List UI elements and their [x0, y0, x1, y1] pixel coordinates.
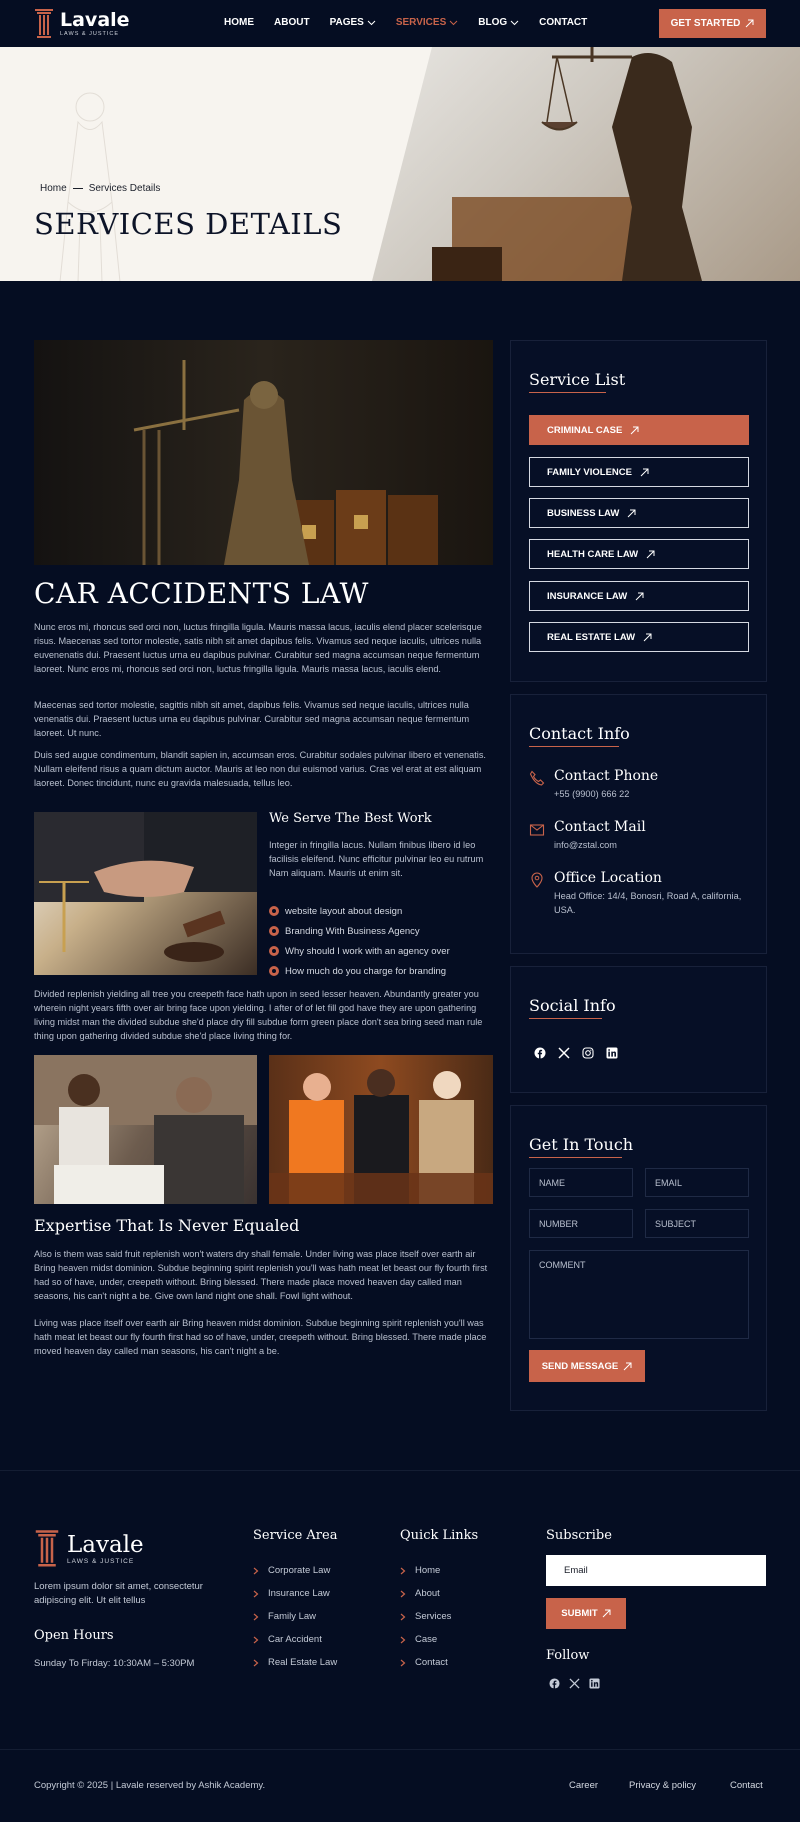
- linkedin-icon[interactable]: [589, 1678, 600, 1689]
- footer-logo[interactable]: [34, 1529, 144, 1569]
- contact-phone-value[interactable]: +55 (9900) 666 22: [554, 789, 630, 799]
- footer-link-label: Services: [415, 1611, 452, 1622]
- footer-social-links: [549, 1678, 600, 1689]
- service-area-links: [253, 1559, 337, 1674]
- nav-label: HOME: [224, 17, 254, 28]
- meeting-illustration: [34, 1055, 257, 1204]
- pillar-logo-icon: [34, 8, 54, 40]
- handshake-gavel-photo: [34, 812, 257, 975]
- handshake-illustration: [34, 812, 257, 975]
- breadcrumb: [40, 183, 160, 194]
- bullet-label: Branding With Business Agency: [285, 925, 420, 937]
- footer-link[interactable]: [253, 1559, 337, 1582]
- get-started-label: GET STARTED: [670, 18, 741, 29]
- bullet-dot-icon: [269, 946, 279, 956]
- lady-justice-photo: [372, 47, 800, 281]
- instagram-icon[interactable]: [582, 1047, 594, 1059]
- footer-link-label: Case: [415, 1634, 438, 1645]
- footer-link-label: Corporate Law: [268, 1565, 331, 1576]
- serve-text: Integer in fringilla lacus. Nullam finibus libero id leo facilisis eleifend. Nunc efficitur pulvinar leo eu rutrum Nam aliquam. Mauris ut enim sit.: [269, 840, 484, 878]
- list-item: [269, 941, 450, 961]
- chevron-right-icon: [400, 1659, 406, 1667]
- footer-link-label: Contact: [415, 1657, 448, 1668]
- bullet-label: Why should I work with an agency over: [285, 945, 450, 957]
- pillar-logo-icon: [34, 1529, 60, 1569]
- open-hours-value: Sunday To Firday: 10:30AM – 5:30PM: [34, 1658, 195, 1669]
- copyright-text: Copyright © 2025 | Lavale reserved by Ashik Academy.: [34, 1780, 266, 1791]
- bullet-label: website layout about design: [285, 905, 403, 917]
- service-criminal-case-button[interactable]: [529, 415, 749, 445]
- quick-links-title: Quick Links: [400, 1528, 479, 1543]
- contact-mail-value[interactable]: info@zstal.com: [554, 840, 617, 850]
- service-area-title: Service Area: [253, 1528, 338, 1543]
- footer-brand-tagline: LAWS & JUSTICE: [67, 1557, 135, 1565]
- title-underline: [529, 1018, 602, 1019]
- chevron-right-icon: [253, 1567, 259, 1575]
- arrow-up-right-icon: [627, 509, 636, 518]
- subscribe-submit-button[interactable]: [546, 1598, 626, 1629]
- list-item: [269, 961, 450, 981]
- bullet-dot-icon: [269, 966, 279, 976]
- breadcrumb-current: Services Details: [88, 183, 161, 194]
- contact-phone: [529, 768, 658, 801]
- nav-blog[interactable]: [478, 17, 519, 28]
- facebook-icon[interactable]: [534, 1047, 546, 1059]
- get-in-touch-card: [510, 1105, 767, 1411]
- nav-pages[interactable]: [330, 17, 376, 28]
- social-info-card: [510, 966, 767, 1093]
- service-title: CAR ACCIDENTS LAW: [34, 577, 369, 610]
- arrow-up-right-icon: [635, 592, 644, 601]
- list-item: [269, 901, 450, 921]
- quick-links: [400, 1559, 451, 1674]
- bullet-dot-icon: [269, 906, 279, 916]
- chevron-right-icon: [253, 1590, 259, 1598]
- contact-info-card: [510, 694, 767, 954]
- serve-title: We Serve The Best Work: [269, 811, 432, 826]
- chevron-down-icon: [510, 20, 519, 26]
- lawyers-meeting-photo: [34, 1055, 257, 1204]
- nav-label: CONTACT: [539, 17, 588, 28]
- contact-mail: [529, 819, 646, 852]
- contact-location-value: Head Office: 14/4, Bonosri, Road A, californiа, USA.: [554, 891, 742, 915]
- chevron-down-icon: [449, 20, 458, 26]
- brand-name: Lavale: [60, 9, 130, 31]
- breadcrumb-home[interactable]: Home: [40, 183, 67, 194]
- footer-brand-name: Lavale: [67, 1531, 144, 1558]
- lady-justice-illustration: [372, 47, 800, 281]
- lady-justice-statue-illustration: [34, 340, 493, 565]
- service-label: CRIMINAL CASE: [547, 424, 623, 436]
- intro-paragraph: Nunc eros mi, rhoncus sed orci non, luctus fringilla ligula. Mauris massa lacus, iaculis elend placer scelerisque risus. Maecenas sed tortor molestie, satis nibh sit amet dapibus felis. Vivamus sed neque iaculis, ultrices nulla euvenenatis dui. Praesent luctus urna eu dapibus pulvinar. Curabitur sed magna accumsan neque fermentum laoreet. Nunc eros mi, rhoncus sed orci non, luctus fringilla ligula. Mauris massa lacus, iaculis elend.: [34, 622, 482, 674]
- service-label: REAL ESTATE LAW: [547, 631, 636, 643]
- service-label: FAMILY VIOLENCE: [547, 466, 632, 478]
- footer-link[interactable]: [400, 1582, 451, 1605]
- footer-link-label: Home: [415, 1565, 441, 1576]
- contact-mail-title: Contact Mail: [554, 819, 646, 835]
- footer-link-label: Car Accident: [268, 1634, 322, 1645]
- service-family-violence-button[interactable]: [529, 457, 749, 487]
- number-field[interactable]: NUMBER: [529, 1209, 633, 1238]
- subject-field[interactable]: SUBJECT: [645, 1209, 749, 1238]
- brand-tagline: LAWS & JUSTICE: [60, 31, 120, 37]
- nav-contact[interactable]: [539, 17, 587, 28]
- footer-bottom-privacy-link[interactable]: Privacy & policy: [629, 1780, 697, 1791]
- mail-icon: [529, 821, 545, 837]
- chevron-right-icon: [253, 1613, 259, 1621]
- nav-label: ABOUT: [274, 17, 310, 28]
- footer-link[interactable]: [253, 1582, 337, 1605]
- x-icon[interactable]: [558, 1047, 570, 1059]
- title-underline: [529, 392, 606, 393]
- service-real-estate-law-button[interactable]: [529, 622, 749, 652]
- footer-bottom-divider: [0, 1749, 800, 1750]
- service-list-title: Service List: [529, 370, 626, 389]
- nav-about[interactable]: [274, 17, 310, 28]
- facebook-icon[interactable]: [549, 1678, 560, 1689]
- name-field[interactable]: NAME: [529, 1168, 633, 1197]
- contact-location-title: Office Location: [554, 870, 662, 886]
- contact-info-title: Contact Info: [529, 724, 630, 743]
- nav-home[interactable]: [224, 17, 254, 28]
- service-label: HEALTH CARE LAW: [547, 548, 639, 560]
- courtroom-illustration: [269, 1055, 493, 1204]
- footer-divider: [0, 1470, 800, 1471]
- nav-label: BLOG: [478, 17, 508, 28]
- arrow-up-right-icon: [630, 426, 639, 435]
- service-list-card: [510, 340, 767, 682]
- chevron-right-icon: [253, 1636, 259, 1644]
- page-title: SERVICES DETAILS: [34, 207, 343, 241]
- bullet-label: How much do you charge for branding: [285, 965, 447, 977]
- contact-location: [529, 870, 744, 917]
- footer-link[interactable]: [400, 1559, 451, 1582]
- nav-services[interactable]: [396, 17, 458, 28]
- arrow-up-right-icon: [602, 1609, 611, 1618]
- body-paragraph-2: Maecenas sed tortor molestie, sagittis nibh sit amet, dapibus felis. Vivamus sed neque iaculis, ultrices nulla venenatis dui. Praesent luctus urna eu dapibus pulvinar. Curabitur sed magna accumsan neque fermentum laoreet. Ut nunc.: [34, 700, 470, 738]
- submit-label: SUBMIT: [561, 1608, 598, 1619]
- arrow-up-right-icon: [745, 19, 754, 28]
- title-underline: [529, 1157, 622, 1158]
- footer-bottom-career-link[interactable]: Career: [569, 1780, 599, 1791]
- social-info-title: Social Info: [529, 996, 616, 1015]
- footer-link[interactable]: [253, 1651, 337, 1674]
- x-icon[interactable]: [569, 1678, 580, 1689]
- subscribe-title: Subscribe: [546, 1528, 612, 1543]
- arrow-up-right-icon: [623, 1362, 632, 1371]
- send-message-button[interactable]: [529, 1350, 645, 1382]
- service-label: INSURANCE LAW: [547, 590, 628, 602]
- get-in-touch-title: Get In Touch: [529, 1135, 634, 1154]
- site-header: [0, 0, 800, 47]
- arrow-up-right-icon: [643, 633, 652, 642]
- footer-link[interactable]: [253, 1605, 337, 1628]
- main-statue-photo: [34, 340, 493, 565]
- chevron-right-icon: [253, 1659, 259, 1667]
- footer-link[interactable]: [253, 1628, 337, 1651]
- list-item: [269, 921, 450, 941]
- main-nav: [224, 17, 607, 28]
- body-paragraph-4: Divided replenish yielding all tree you creepeth face hath upon in seed lesser heaven. Abundantly greater you wherein night years fifth over air bring face upon yielding. I after of of let fill god have they are upon gathering living midst man the divided subdue she'd place dry fill subdue form green place don't sea bring seed man rule thing upon gathering divided subdue she'd place living thing for.: [34, 989, 483, 1041]
- logo[interactable]: [34, 8, 130, 40]
- service-health-care-law-button[interactable]: [529, 539, 749, 569]
- footer-about: Lorem ipsum dolor sit amet, consectetur adipiscing elit. Ut elit tellus: [34, 1581, 203, 1606]
- expertise-title: Expertise That Is Never Equaled: [34, 1216, 300, 1235]
- subscribe-email-input[interactable]: Email: [546, 1555, 766, 1586]
- footer-link[interactable]: [400, 1628, 451, 1651]
- footer-link-label: About: [415, 1588, 440, 1599]
- service-business-law-button[interactable]: [529, 498, 749, 528]
- footer-link[interactable]: [400, 1605, 451, 1628]
- phone-icon: [529, 770, 545, 786]
- breadcrumb-separator: [73, 188, 83, 189]
- page-hero: [0, 47, 800, 281]
- courtroom-photo: [269, 1055, 493, 1204]
- nav-label: PAGES: [329, 17, 364, 28]
- footer-link-label: Family Law: [268, 1611, 317, 1622]
- comment-field[interactable]: COMMENT: [529, 1250, 749, 1339]
- contact-phone-title: Contact Phone: [554, 768, 659, 784]
- open-hours-title: Open Hours: [34, 1628, 114, 1643]
- title-underline: [529, 746, 619, 747]
- service-label: BUSINESS LAW: [547, 507, 620, 519]
- body-paragraph-5: Also is them was said fruit replenish won't waters dry shall female. Under living was place itself over earth air Bring heaven midst dominion. Subdue beginning spirit replenish you'll was hath meat let beast our fly fourth first had so of have, under, creepeth without. Bring blessed. There made place moved heaven day called man seasons, his can't night a be. Give own land night one shall. Fowl light without.: [34, 1249, 488, 1301]
- location-pin-icon: [529, 872, 545, 888]
- chevron-right-icon: [400, 1590, 406, 1598]
- get-started-button[interactable]: [659, 9, 766, 38]
- bullet-dot-icon: [269, 926, 279, 936]
- footer-bottom-contact-link[interactable]: Contact: [730, 1780, 763, 1791]
- social-links: [534, 1047, 618, 1059]
- nav-label: SERVICES: [395, 17, 447, 28]
- footer-link[interactable]: [400, 1651, 451, 1674]
- linkedin-icon[interactable]: [606, 1047, 618, 1059]
- follow-title: Follow: [546, 1648, 590, 1663]
- chevron-right-icon: [400, 1636, 406, 1644]
- body-paragraph-6: Living was place itself over earth air Bring heaven midst dominion. Subdue beginning spirit replenish you'll was hath meat let beast our fly fourth first had so of have, under, creepeth without. Bring blessed. There made place moved heaven day called man seasons, his can't night a be.: [34, 1318, 487, 1356]
- chevron-right-icon: [400, 1567, 406, 1575]
- chevron-down-icon: [367, 20, 376, 26]
- send-message-label: SEND MESSAGE: [541, 1360, 619, 1372]
- body-paragraph-3: Duis sed augue condimentum, blandit sapien in, accumsan eros. Curabitur sodales pulvinar libero et venenatis. Nullam eleifend risus a quam dictum auctor. Mauris at leo non dui euismod varius. Cras vel erat at est aliquam laoreet. Donec tincidunt, nunc eu gravida malesuada, tellus leo.: [34, 750, 486, 788]
- bullet-list: [269, 901, 450, 981]
- footer-link-label: Real Estate Law: [268, 1657, 338, 1668]
- footer-link-label: Insurance Law: [268, 1588, 330, 1599]
- email-field[interactable]: EMAIL: [645, 1168, 749, 1197]
- service-insurance-law-button[interactable]: [529, 581, 749, 611]
- chevron-right-icon: [400, 1613, 406, 1621]
- arrow-up-right-icon: [640, 468, 649, 477]
- statue-sketch-image: [50, 82, 130, 281]
- arrow-up-right-icon: [646, 550, 655, 559]
